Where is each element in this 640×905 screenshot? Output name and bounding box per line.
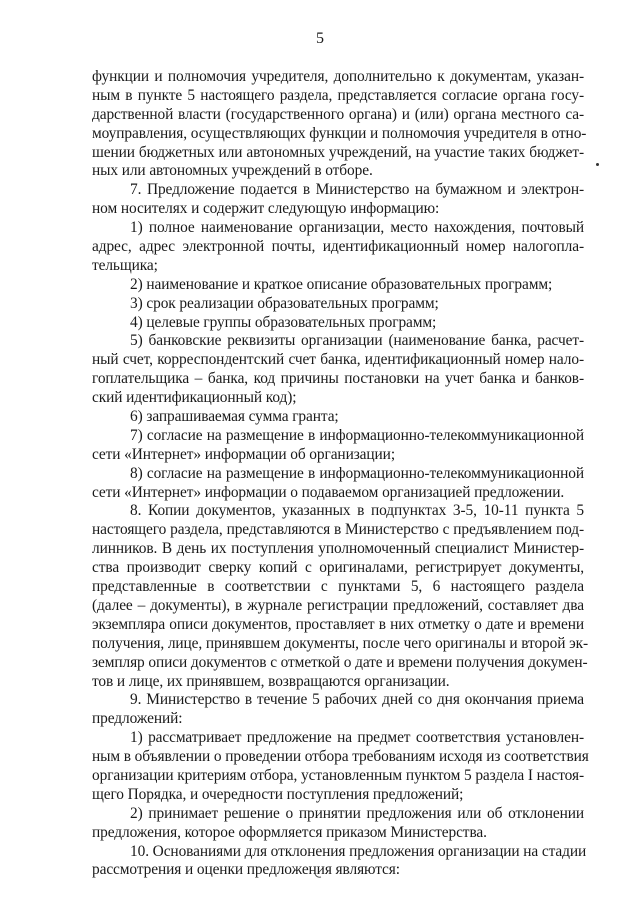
text-line: 9. Министерство в течение 5 рабочих дней со дня окончания приема: [130, 691, 584, 709]
text-line: 3) срок реализации образовательных программ;: [130, 294, 439, 312]
text-line: тельщика;: [92, 256, 158, 274]
text-line: (далее – документы), в журнале регистрации предложений, составляет два: [92, 596, 584, 614]
text-line: получения, лице, принявшем документы, после чего оригиналы и второй эк-: [92, 634, 589, 652]
text-line: ных или автономных учреждений в отборе.: [92, 162, 373, 180]
text-line: сети «Интернет» информации об организации;: [92, 445, 395, 463]
text-line: сети «Интернет» информации о подаваемом организацией предложении.: [92, 483, 565, 501]
text-line: 7) согласие на размещение в информационно-телекоммуникационной: [130, 426, 584, 444]
text-line: предложений:: [92, 710, 183, 728]
text-line: 7. Предложение подается в Министерство на бумажном и электрон-: [130, 181, 584, 199]
text-line: тов и лице, их принявшем, возвращаются организации.: [92, 672, 450, 690]
text-line: ным в объявлении о проведении отбора требованиям исходя из соответствия: [92, 748, 589, 766]
text-line: ский идентификационный код);: [92, 389, 297, 407]
text-line: 5) банковские реквизиты организации (наименование банка, расчет-: [130, 332, 584, 350]
text-line: 8. Копии документов, указанных в подпунктах 3-5, 10-11 пункта 5: [130, 502, 584, 520]
document-body: [92, 68, 589, 880]
text-line: настоящего раздела, представляются в Министерство с предъявлением под-: [92, 521, 584, 539]
scan-dot-mark: [596, 163, 599, 166]
scan-artifact-mark: [314, 873, 322, 879]
text-line: земпляр описи документов с отметкой о дате и времени получения докумен-: [92, 653, 588, 671]
text-line: адрес, адрес электронной почты, идентификационный номер налогопла-: [92, 238, 584, 256]
text-line: ства производит сверку копий с оригиналами, регистрирует документы,: [92, 559, 584, 577]
text-line: 2) принимает решение о принятии предложения или об отклонении: [130, 804, 584, 822]
text-line: предложения, которое оформляется приказом Министерства.: [92, 823, 487, 841]
text-line: шении бюджетных или автономных учреждений, на участие таких бюджет-: [92, 143, 584, 161]
text-line: представленные в соответствии с пунктами 5, 6 настоящего раздела: [92, 578, 584, 596]
text-line: функции и полномочия учредителя, дополнительно к документам, указан-: [92, 68, 584, 85]
text-line: 2) наименование и краткое описание образовательных программ;: [130, 275, 553, 293]
text-line: 1) рассматривает предложение на предмет соответствия установлен-: [130, 729, 584, 747]
text-line: рассмотрения и оценки предложения являются:: [92, 861, 400, 879]
text-line: ным в пункте 5 настоящего раздела, представляется согласие органа госу-: [92, 86, 584, 104]
text-line: 10. Основаниями для отклонения предложения организации на стадии: [130, 842, 587, 860]
text-line: линников. В день их поступления уполномоченный специалист Министер-: [92, 540, 584, 558]
text-line: 1) полное наименование организации, место нахождения, почтовый: [130, 219, 584, 237]
page-number: 5: [316, 30, 324, 47]
text-line: 6) запрашиваемая сумма гранта;: [130, 408, 339, 426]
text-line: моуправления, осуществляющих функции и полномочия учредителя в отно-: [92, 124, 587, 142]
text-line: 4) целевые группы образовательных программ;: [130, 313, 437, 331]
text-line: ный счет, корреспондентский счет банка, идентификационный номер нало-: [92, 351, 584, 369]
text-line: организации критериям отбора, установленным пунктом 5 раздела I настоя-: [92, 766, 584, 784]
text-line: экземпляра описи документов, проставляет в них отметку о дате и времени: [92, 615, 584, 633]
text-line: ном носителях и содержит следующую информацию:: [92, 200, 440, 218]
text-line: 8) согласие на размещение в информационно-телекоммуникационной: [130, 464, 584, 482]
text-line: гоплательщика – банка, код причины постановки на учет банка и банков-: [92, 370, 584, 388]
text-line: дарственной власти (государственного органа) и (или) органа местного са-: [92, 105, 584, 123]
text-line: щего Порядка, и очередности поступления предложений;: [92, 785, 464, 803]
